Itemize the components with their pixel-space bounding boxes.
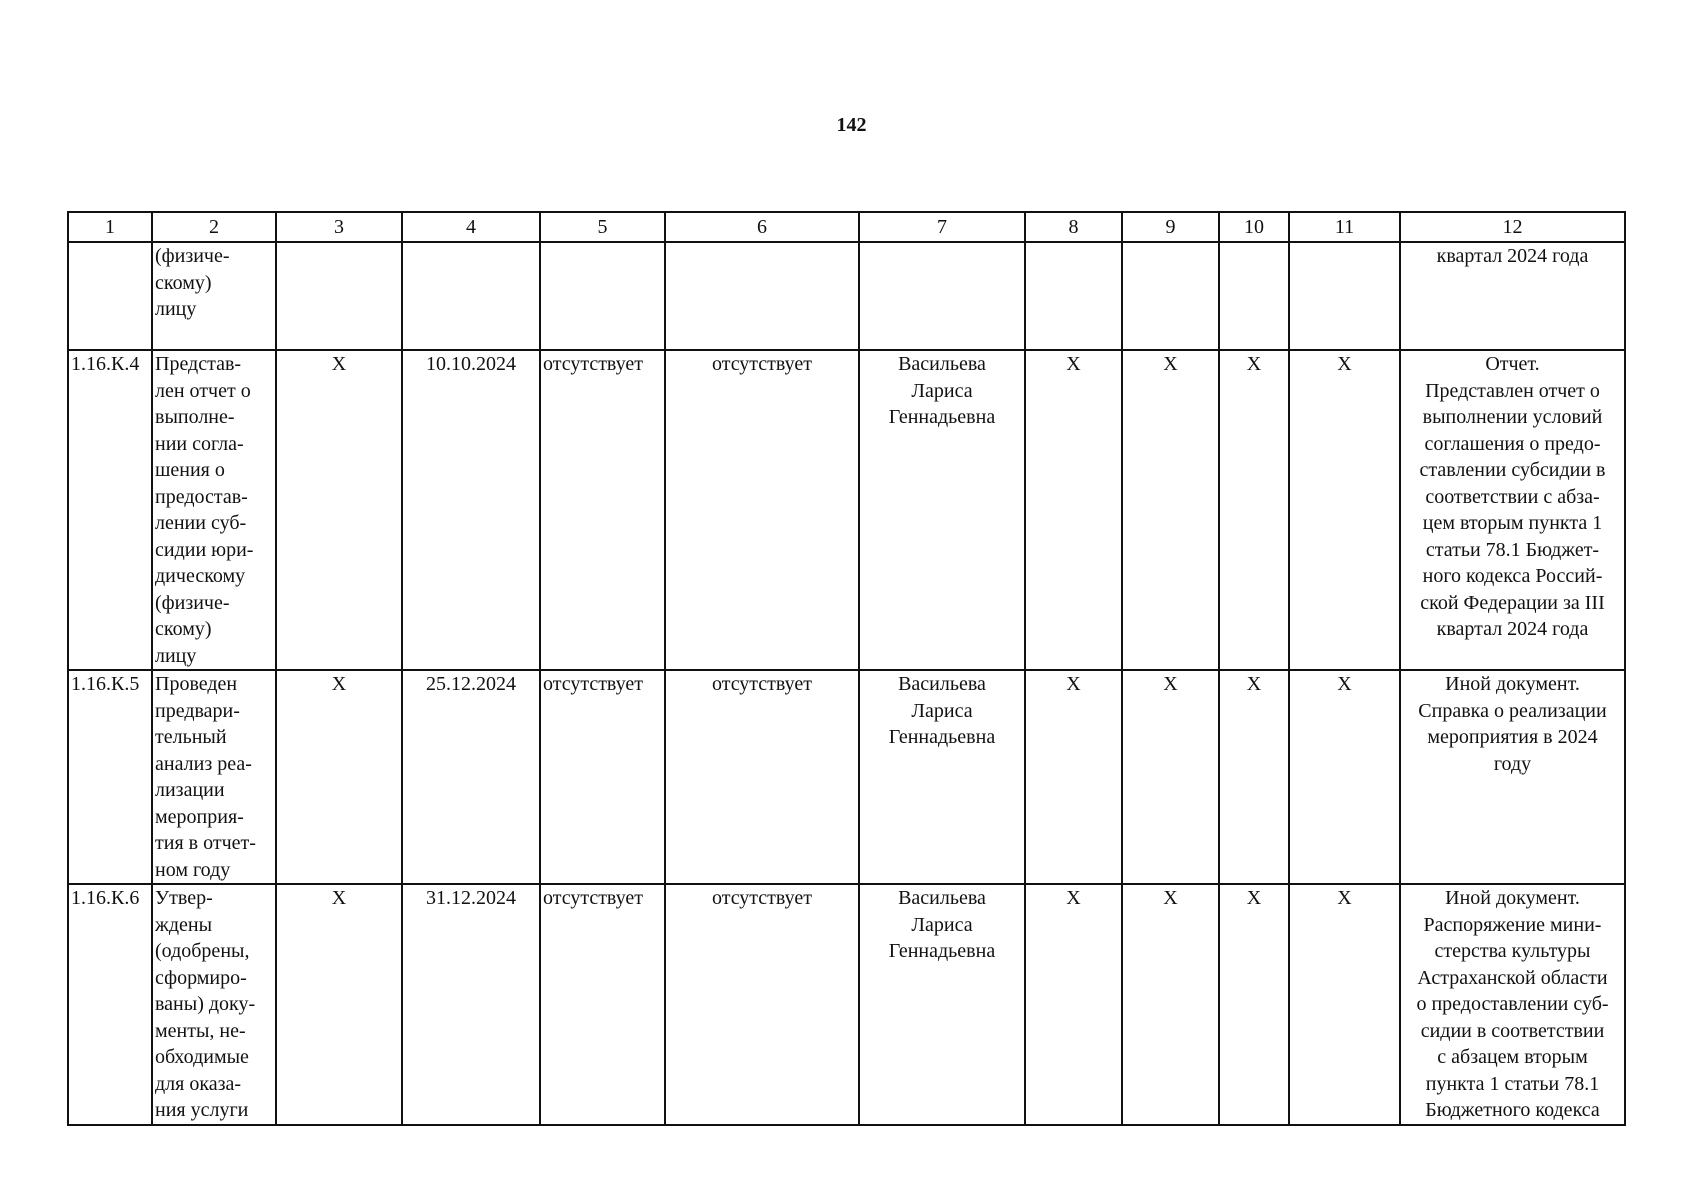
event-name-cell-line: Утвер-	[155, 887, 213, 909]
column-header: 4	[402, 212, 540, 242]
cell-col-3: Х	[276, 884, 402, 1125]
responsible-person-cell-line: Геннадьевна	[888, 726, 996, 748]
event-name-cell-line: ния услуги	[155, 1099, 249, 1121]
event-name-cell-line: тия в отчет-	[155, 832, 256, 854]
cell-col-9: Х	[1122, 884, 1219, 1125]
event-id-cell: 1.16.К.4	[68, 350, 152, 670]
document-note-cell-line: Иной документ.	[1445, 887, 1580, 909]
column-header: 2	[152, 212, 276, 242]
document-note-cell	[1400, 884, 1625, 1125]
table-row	[68, 884, 1625, 1125]
cell-col-9: Х	[1122, 350, 1219, 670]
cell-col-9	[1122, 242, 1219, 350]
column-header: 1	[68, 212, 152, 242]
cell-col-10: Х	[1219, 350, 1289, 670]
document-note-cell-line: Представлен отчет о	[1425, 379, 1600, 402]
cell-col-5	[540, 242, 665, 350]
document-note-cell-line: квартал 2024 года	[1436, 245, 1589, 267]
date-cell: 25.12.2024	[402, 670, 540, 884]
event-name-cell-line: сформиро-	[155, 966, 247, 989]
event-name-cell-line: обходимые	[155, 1046, 249, 1068]
event-name-cell-line: предостав-	[155, 485, 248, 508]
event-name-cell-line: ждены	[155, 913, 213, 936]
table-row	[68, 242, 1625, 350]
event-name-cell-line: менты, не-	[155, 1019, 246, 1042]
event-name-cell-line: выполне-	[155, 406, 235, 428]
document-note-cell-line: Справка о реализации	[1418, 699, 1607, 722]
event-name-cell-line: шения о	[155, 459, 225, 481]
document-note-cell-line: соглашения о предо-	[1424, 432, 1601, 455]
event-name-cell-line: скому)	[155, 618, 212, 640]
event-name-cell-line: нии согла-	[155, 432, 244, 455]
cell-col-10: Х	[1219, 670, 1289, 884]
cell-col-3: Х	[276, 350, 402, 670]
date-cell: 10.10.2024	[402, 350, 540, 670]
cell-col-6	[665, 242, 859, 350]
cell-col-8: Х	[1025, 884, 1122, 1125]
responsible-person-cell-line: Геннадьевна	[888, 406, 996, 428]
table-row	[68, 350, 1625, 670]
event-name-cell-line: ном году	[155, 858, 231, 881]
cell-col-6: отсутствует	[665, 670, 859, 884]
table-row	[68, 670, 1625, 884]
cell-col-11	[1289, 242, 1400, 350]
document-note-cell-line: Распоряжение мини-	[1423, 913, 1602, 936]
column-header: 9	[1122, 212, 1219, 242]
event-name-cell-line: сидии юри-	[155, 538, 254, 561]
header-row	[68, 212, 1625, 242]
responsible-person-cell-line: Лариса	[911, 913, 973, 936]
cell-col-6: отсутствует	[665, 350, 859, 670]
event-name-cell-line: мероприя-	[155, 805, 244, 828]
cell-col-9: Х	[1122, 670, 1219, 884]
event-name-cell	[152, 242, 276, 350]
event-name-cell-line: скому)	[155, 271, 212, 294]
event-id-cell	[68, 242, 152, 350]
event-name-cell-line: ваны) доку-	[155, 993, 256, 1015]
document-note-cell-line: квартал 2024 года	[1436, 618, 1589, 640]
column-header: 6	[665, 212, 859, 242]
document-note-cell-line: мероприятия в 2024	[1427, 726, 1598, 748]
cell-col-5: отсутствует	[540, 350, 665, 670]
event-name-cell-line: лицу	[155, 644, 197, 667]
date-cell	[402, 242, 540, 350]
cell-col-3: Х	[276, 670, 402, 884]
document-note-cell-line: году	[1493, 752, 1532, 775]
document-note-cell-line: о предоставлении суб-	[1416, 993, 1609, 1015]
cell-col-8	[1025, 242, 1122, 350]
cell-col-8: Х	[1025, 350, 1122, 670]
responsible-person-cell	[859, 350, 1025, 670]
document-note-cell	[1400, 242, 1625, 350]
column-header: 3	[276, 212, 402, 242]
event-name-cell-line: лении суб-	[155, 512, 247, 534]
document-note-cell-line: выполнении условий	[1422, 406, 1603, 428]
event-name-cell-line: (физиче-	[155, 245, 230, 267]
responsible-person-cell-line: Васильева	[898, 673, 986, 695]
cell-col-10: Х	[1219, 884, 1289, 1125]
event-name-cell	[152, 670, 276, 884]
column-header: 11	[1289, 212, 1400, 242]
cell-col-5: отсутствует	[540, 670, 665, 884]
document-note-cell-line: Иной документ.	[1445, 673, 1580, 695]
page-number: 142	[836, 114, 867, 136]
event-name-cell-line: (физиче-	[155, 591, 230, 614]
document-note-cell	[1400, 670, 1625, 884]
table-body	[68, 242, 1625, 1125]
column-header: 8	[1025, 212, 1122, 242]
event-name-cell-line: (одобрены,	[155, 940, 250, 962]
cell-col-5: отсутствует	[540, 884, 665, 1125]
document-note-cell-line: статьи 78.1 Бюджет-	[1425, 538, 1600, 561]
responsible-person-cell-line: Геннадьевна	[888, 940, 996, 962]
event-id-cell: 1.16.К.6	[68, 884, 152, 1125]
document-note-cell-line: с абзацем вторым	[1437, 1046, 1588, 1068]
cell-col-8: Х	[1025, 670, 1122, 884]
responsible-person-cell	[859, 884, 1025, 1125]
event-name-cell-line: Проведен	[155, 673, 238, 695]
document-note-cell-line: Астраханской области	[1417, 966, 1608, 989]
document-note-cell-line: ставлении субсидии в	[1419, 459, 1606, 481]
event-id-cell: 1.16.К.5	[68, 670, 152, 884]
event-name-cell-line: для оказа-	[155, 1072, 242, 1095]
cell-col-11: Х	[1289, 670, 1400, 884]
event-name-cell-line: лен отчет о	[155, 379, 251, 402]
document-note-cell	[1400, 350, 1625, 670]
document-note-cell-line: стерства культуры	[1434, 940, 1591, 962]
cell-col-3	[276, 242, 402, 350]
responsible-person-cell-line: Васильева	[898, 353, 986, 375]
responsible-person-cell-line: Лариса	[911, 699, 973, 722]
document-note-cell-line: пункта 1 статьи 78.1	[1425, 1072, 1600, 1095]
responsible-person-cell-line: Васильева	[898, 887, 986, 909]
cell-col-6: отсутствует	[665, 884, 859, 1125]
event-name-cell-line: дическому	[155, 565, 246, 587]
event-name-cell-line: лизации	[155, 779, 225, 801]
responsible-person-cell-line: Лариса	[911, 379, 973, 402]
column-header: 7	[859, 212, 1025, 242]
event-name-cell-line: тельный	[155, 726, 227, 748]
event-name-cell-line: лицу	[155, 298, 197, 320]
date-cell: 31.12.2024	[402, 884, 540, 1125]
document-note-cell-line: цем вторым пункта 1	[1422, 512, 1603, 534]
responsible-person-cell	[859, 670, 1025, 884]
document-note-cell-line: соответствии с абза-	[1425, 485, 1600, 508]
schedule-table	[67, 211, 1626, 1126]
event-name-cell	[152, 350, 276, 670]
document-note-cell-line: Отчет.	[1485, 353, 1540, 375]
column-header: 10	[1219, 212, 1289, 242]
document-note-cell-line: ного кодекса Россий-	[1422, 565, 1603, 587]
event-name-cell-line: Представ-	[155, 353, 242, 375]
document-note-cell-line: Бюджетного кодекса	[1425, 1099, 1600, 1121]
cell-col-10	[1219, 242, 1289, 350]
cell-col-11: Х	[1289, 884, 1400, 1125]
document-note-cell-line: ской Федерации за III	[1420, 591, 1605, 614]
event-name-cell-line: анализ реа-	[155, 752, 252, 775]
responsible-person-cell	[859, 242, 1025, 350]
column-header: 5	[540, 212, 665, 242]
event-name-cell	[152, 884, 276, 1125]
event-name-cell-line: предвари-	[155, 699, 240, 722]
column-header: 12	[1400, 212, 1625, 242]
cell-col-11: Х	[1289, 350, 1400, 670]
document-note-cell-line: сидии в соответствии	[1420, 1019, 1605, 1042]
